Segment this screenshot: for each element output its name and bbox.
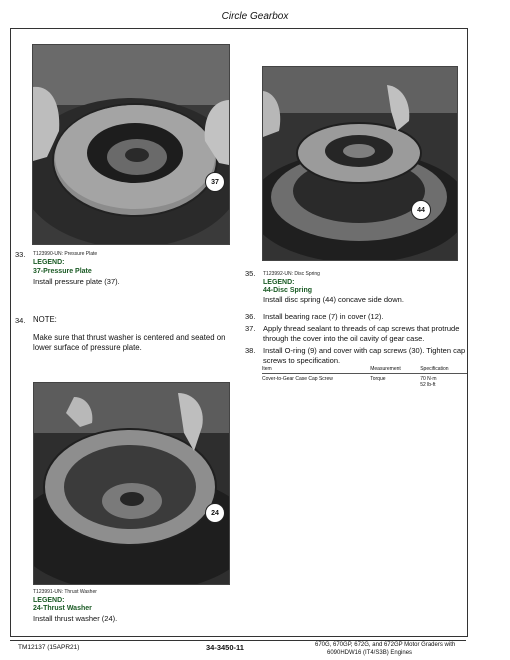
step-35-text: Install disc spring (44) concave side down.: [263, 295, 404, 304]
step-37-number: 37.: [245, 324, 256, 333]
pressure-plate-photo: [32, 44, 230, 245]
torque-spec-table: [262, 366, 467, 388]
callout-24: 24: [205, 503, 225, 523]
footer-model-info: [315, 641, 455, 657]
step-37-text: Apply thread sealant to threads of cap screws that protrude through the cover into the oil cavity of gear case.: [263, 324, 460, 343]
step-38-text: Install O-ring (9) and cover with cap screws (30). Tighten cap screws to specification.: [263, 346, 466, 365]
step-33-figure-id: T123990-UN: Pressure Plate: [33, 251, 98, 257]
footer-doc-id: TM12137 (15APR21): [18, 644, 80, 651]
step-36-number: 36.: [245, 312, 256, 321]
disc-spring-photo: [262, 66, 458, 261]
spec-value-imperial: 52 lb-ft: [420, 382, 436, 388]
disc-spring-image: [263, 67, 457, 260]
step-35-legend-item: 44-Disc Spring: [263, 287, 313, 294]
step-35-legend-title: LEGEND:: [263, 279, 295, 286]
page-header-title: Circle Gearbox: [221, 11, 289, 22]
footer-model-line-1: 670G, 670GP, 672G, and 672GP Motor Graders with: [315, 642, 456, 648]
spec-header-specification: Specification: [420, 366, 467, 374]
step-35-number: 35.: [245, 269, 256, 278]
step-35-figure-id: T123992-UN: Disc Spring: [263, 271, 320, 277]
spec-header-measurement: Measurement: [370, 366, 420, 374]
spec-value: [420, 374, 467, 389]
thrust-washer-text: Install thrust washer (24).: [33, 614, 118, 623]
step-34-note-text: Make sure that thrust washer is centered and seated on lower surface of pressure plate.: [33, 333, 226, 352]
table-row: [262, 374, 467, 389]
callout-44: 44: [411, 200, 431, 220]
footer-page-number: 34-3450-11: [206, 643, 244, 652]
pressure-plate-image: [33, 45, 229, 244]
spec-header-item: Item: [262, 366, 370, 374]
thrust-washer-legend-title: LEGEND:: [33, 597, 65, 604]
spec-measurement: Torque: [370, 376, 386, 382]
spec-item: Cover-to-Gear Case Cap Screw: [262, 376, 333, 382]
thrust-washer-photo: [33, 382, 230, 585]
thrust-washer-image: [34, 383, 229, 584]
step-36-text: Install bearing race (7) in cover (12).: [263, 312, 384, 321]
step-33-legend-title: LEGEND:: [33, 259, 65, 266]
step-33-legend-item: 37-Pressure Plate: [33, 268, 92, 275]
spec-value-metric: 70 N·m: [420, 376, 437, 382]
thrust-washer-legend-item: 24-Thrust Washer: [33, 605, 92, 612]
step-38-number: 38.: [245, 346, 256, 355]
step-34-number: 34.: [15, 316, 26, 325]
step-33-text: Install pressure plate (37).: [33, 277, 120, 286]
step-33-number: 33.: [15, 250, 26, 259]
footer-model-line-2: 6090HDW16 (IT4/S3B) Engines: [327, 650, 413, 656]
thrust-washer-figure-id: T123991-UN: Thrust Washer: [33, 589, 97, 595]
callout-37: 37: [205, 172, 225, 192]
step-34-note-label: NOTE:: [33, 315, 57, 324]
